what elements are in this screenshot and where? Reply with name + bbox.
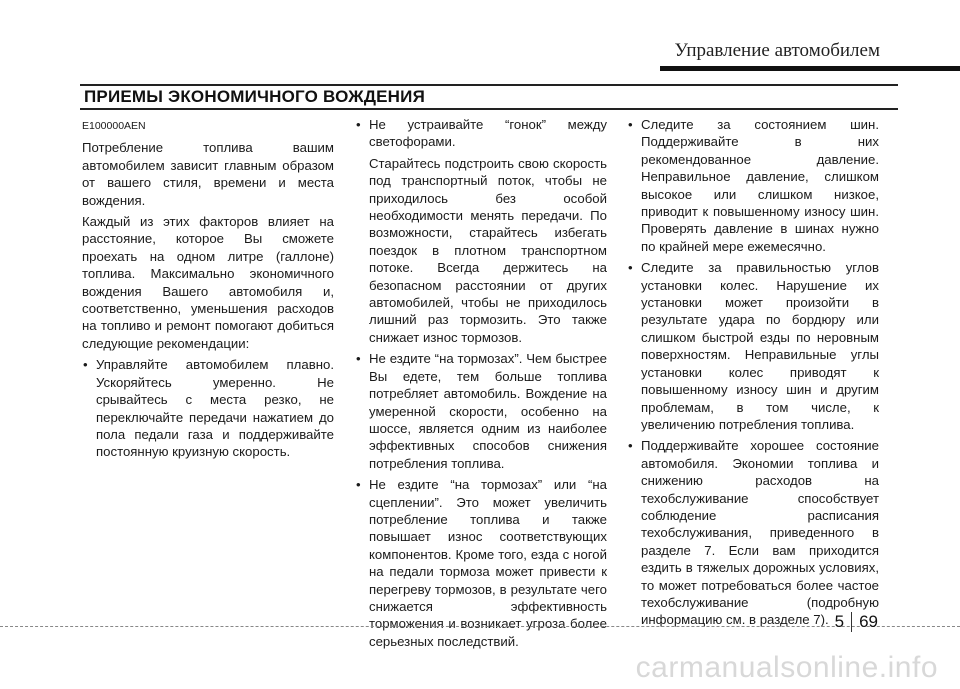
chapter-number: 5 <box>834 612 845 631</box>
section-header <box>80 84 898 110</box>
bullet-marker: • <box>628 117 633 132</box>
page-number-value: 69 <box>859 612 878 631</box>
column-3 <box>627 116 879 633</box>
column-2 <box>355 116 607 654</box>
bullet-list <box>627 116 879 629</box>
list-item-text: Не ездите “на тормозах” или “на сцеплении”. Это может увеличить потребление топлива и также повышает износ соответствующих компонентов. Кроме того, езда с ногой на педали тормоза может привести к перегреву тормозов, в результате чего снижается эффективность торможения и возникает угроза более серьезных последствий. <box>369 477 607 649</box>
paragraph: Потребление топлива вашим автомобилем зависит главным образом от вашего стиля, времени и места вождения. <box>82 140 334 208</box>
header-title: Управление автомобилем <box>674 40 880 61</box>
list-item <box>627 437 879 628</box>
page-number-separator <box>851 612 852 632</box>
list-item-text: Не устраивайте “гонок” между светофорами. <box>369 117 607 150</box>
list-item-text: Старайтесь подстроить свою скорость под транспортный поток, чтобы не приходилось без особой необходимости менять передачи. По возможности, старайтесь избегать поездок в плотном транспортном потоке. Всегда держитесь на безопасном расстоянии от других автомобилей, чтобы не приходилось лишний раз тормозить. Это также снижает износ тормозов. <box>369 155 607 345</box>
bullet-marker: • <box>83 357 88 373</box>
list-item <box>627 116 879 255</box>
bullet-marker: • <box>628 438 633 454</box>
list-item-text: Не ездите “на тормозах”. Чем быстрее Вы едете, тем больше топлива потребляет автомобиль. Вождение на умеренной скорости, особенно на шоссе, является одним из наиболее эффективных способов снижения потребления топлива. <box>369 351 607 471</box>
list-item <box>355 350 607 472</box>
list-item <box>355 476 607 650</box>
list-item <box>82 356 334 460</box>
bullet-marker: • <box>356 351 361 367</box>
list-item-text: Следите за состоянием шин. Поддерживайте в них рекомендованное давление. Неправильное давление, слишком высокое или слишком низкое, приводит к повышенному износу шин. Проверять давление в шинах нужно по крайней мере ежемесячно. <box>641 117 879 254</box>
bullet-marker: • <box>628 260 633 276</box>
list-item-text: Поддерживайте хорошее состояние автомобиля. Экономии топлива и снижению расходов на техобслуживание способствует соблюдение расписания техобслуживания, приведенного в разделе 7. Если вам приходится ездить в тяжелых дорожных условиях, то может потребоваться более частое техобслуживание (подробную информацию см. в разделе 7). <box>641 438 879 628</box>
page-number <box>835 612 878 632</box>
bullet-marker: • <box>356 117 361 132</box>
footer-divider <box>0 626 960 627</box>
bullet-list <box>82 356 334 460</box>
list-item <box>355 116 607 346</box>
section-title: ПРИЕМЫ ЭКОНОМИЧНОГО ВОЖДЕНИЯ <box>84 87 426 106</box>
watermark: carmanualsonline.info <box>635 651 938 684</box>
column-1 <box>82 118 334 465</box>
list-item-text: Следите за правильностью углов установки колес. Нарушение их установки может произойти в результате удара по бордюру или слишком быстрой езды по неровным поверхностям. Неправильные углы установки колес приводят к повышенному износу шин и другим проблемам, в том числе, к увеличению потребления топлива. <box>641 260 879 432</box>
bullet-list <box>355 116 607 650</box>
list-item-text: Управляйте автомобилем плавно. Ускоряйтесь умеренно. Не срывайтесь с места резко, не переключайте передачи нажатием до пола педали газа и поддерживайте постоянную круизную скорость. <box>96 357 334 460</box>
paragraph: Каждый из этих факторов влияет на расстояние, которое Вы сможете проехать на одном литре (галлоне) топлива. Максимально экономичного вождения Вашего автомобиля и, соответственно, уменьшения расходов на топливо и ремонт помогают добиться следующие рекомендации: <box>82 214 334 351</box>
section-code: E100000AEN <box>82 120 146 132</box>
list-item <box>627 259 879 433</box>
header-rule <box>660 66 960 71</box>
bullet-marker: • <box>356 477 361 493</box>
